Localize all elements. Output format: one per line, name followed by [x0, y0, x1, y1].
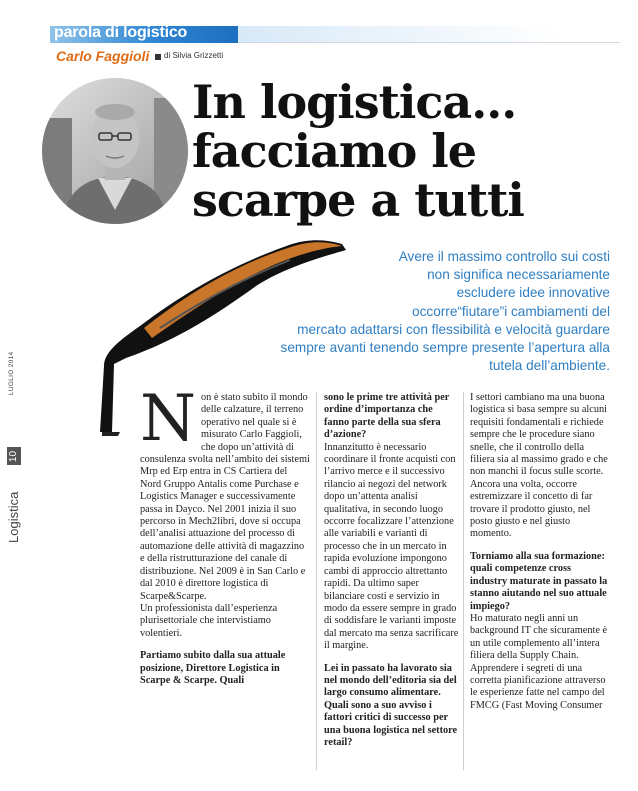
- title-line-2: facciamo le: [192, 124, 477, 178]
- deck-line-6: sempre avanti tenendo sempre presente l’apertura alla: [280, 340, 610, 356]
- answer-2: I settori cambiano ma una buona logistica si basa sempre su alcuni requisiti fondamentali e richiede sempre che le procedure siano snelle, che il controllo della filiera sia al massimo grado e che non manchi il focus sulle scorte.: [470, 392, 608, 478]
- page-number: 10: [8, 450, 20, 462]
- article-column-2: [324, 392, 460, 759]
- answer-3: Ho maturato negli anni un background IT che sicuramente è un utile complemento all’intera filiera della Supply Chain. Apprendere i segreti di una corretta pianificazione attraverso le esperienze fatte nel campo del FMCG (Fast Moving Consumer: [470, 612, 608, 711]
- article-title: [192, 75, 622, 227]
- intro-text-2: Un professionista dall’esperienza plurisettoriale che intervistiamo volentieri.: [140, 602, 278, 639]
- byline-bullet: [155, 54, 161, 60]
- question-1-start: Partiamo subito dalla sua attuale posizione, Direttore Logistica in Scarpe & Scarpe. Quali: [140, 650, 286, 686]
- section-header-fade: [238, 26, 618, 43]
- deck-line-3: escludere idee innovative: [456, 285, 610, 301]
- deck-line-5: mercato adattarsi con flessibilità e velocità guardare: [297, 321, 610, 337]
- column-divider: [316, 392, 317, 770]
- question-3: Torniamo alla sua formazione: quali competenze cross industry maturate in passato la stanno aiutando nel suo attuale impiego?: [470, 550, 608, 612]
- magazine-name: Logistica: [6, 491, 21, 543]
- deck-line-1: Avere il massimo controllo sui costi: [398, 249, 610, 264]
- issue-date: LUGLIO 2014: [8, 351, 15, 395]
- interviewee-name: Carlo Faggioli: [56, 48, 150, 64]
- portrait-photo: [42, 78, 188, 224]
- article-deck: [210, 248, 610, 375]
- header-rule: [238, 42, 620, 43]
- article-column-1: [140, 382, 310, 697]
- article-column-3: [470, 392, 610, 722]
- question-2: Lei in passato ha lavorato sia nel mondo dell’editoria sia del largo consumo alimentare. Quali sono a suo avviso i fattori critici di successo per una buona logistica nel settore retail?: [324, 662, 458, 748]
- page-number-box: [7, 447, 21, 465]
- title-line-1: In logistica...: [192, 75, 517, 129]
- title-line-3: scarpe a tutti: [192, 173, 524, 227]
- answer-2-continued: Ancora una volta, occorre estremizzare il concetto di far trovare il prodotto giusto, nel posto giusto e nel giusto momento.: [470, 478, 593, 540]
- page-side-tab: [2, 351, 28, 545]
- portrait-illustration: [42, 78, 188, 224]
- deck-line-2: non significa necessariamente: [427, 267, 610, 283]
- drop-cap: N: [140, 382, 196, 456]
- section-label: parola di logistico: [54, 24, 188, 41]
- intro-text: on è stato subito il mondo delle calzature, il terreno operativo nel quale si è misurato Carlo Faggioli, che dopo un’attività di consulenza svolta nell’ambito dei sistemi Mrp ed Erp entra in CS Cartiera del Nord Gruppo Antalis come Purchase e Logistics Manager e successivamente passa in Dayco. Nel 2001 inizia il suo percorso in Mech2libri, dove si occupa dell’analisi attuazione del processo di automazione delle attività di magazzino e della ristrutturazione del canale di distribuzione. Nel 2009 è in San Carlo e dal 2010 è direttore logistica di Scarpe&Scarpe.: [140, 392, 310, 602]
- intro-paragraph: [140, 382, 310, 640]
- answer-1: Innanzitutto è necessario coordinare il fronte acquisti con l’arrivo merce e il successivo rilancio ai negozi del network dopo un’attenta analisi qualitativa, in secondo luogo occorre focalizzare l’attenzione alle variabili e varianti di processo che in un mercato in rapida evoluzione impongono cambi di approccio altrettanto rapidi. Da ultimo saper bilanciare costi e servizio in modo da essere sempre in grado di soddisfare le varianti imposte dal mercato ma senza sacrificare il margine.: [324, 441, 459, 652]
- deck-line-7: tutela dell’ambiente.: [489, 358, 610, 374]
- column-divider: [463, 392, 464, 770]
- question-1-end: sono le prime tre attività per ordine d’importanza che fanno parte della sua sfera d’azione?: [324, 392, 450, 441]
- byline: di Silvia Grizzetti: [164, 51, 224, 60]
- deck-line-4: occorre“fiutare”i cambiamenti del: [412, 303, 610, 319]
